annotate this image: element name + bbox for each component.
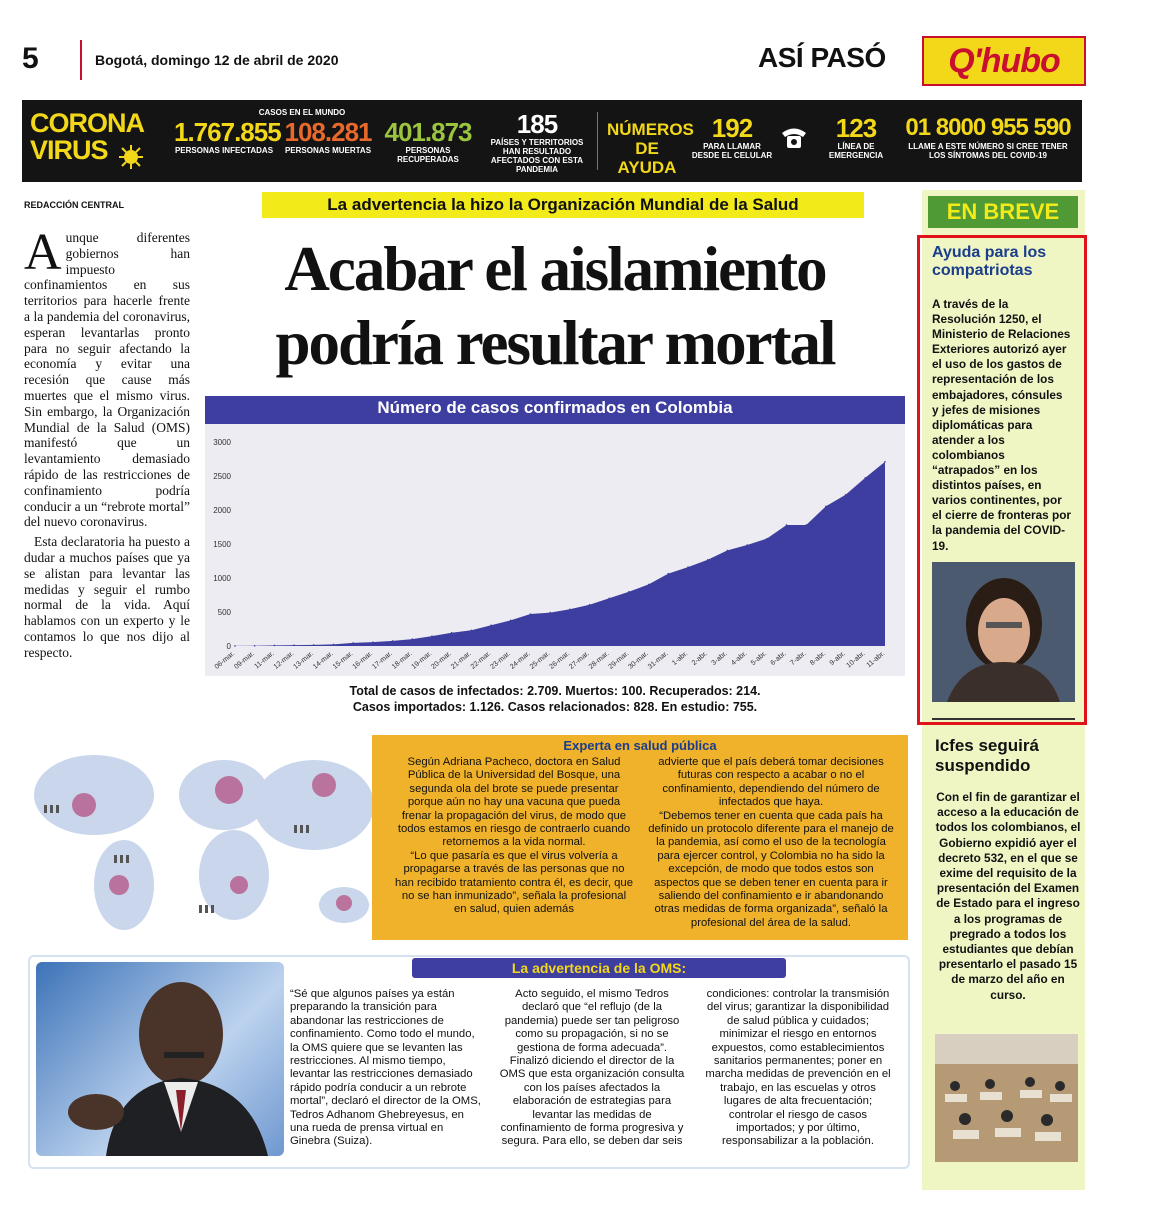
data-point — [333, 644, 335, 646]
brief-2-title: Icfes seguirá suspendido — [935, 736, 1039, 775]
x-tick-label: 11-mar. — [253, 650, 276, 671]
y-tick-label: 3000 — [213, 438, 231, 447]
article-body — [24, 224, 190, 665]
series-area — [235, 462, 885, 646]
data-point — [786, 524, 788, 526]
data-point — [668, 573, 670, 575]
data-point — [451, 632, 453, 634]
world-cases-label: CASOS EN EL MUNDO — [258, 108, 346, 117]
data-point — [372, 641, 374, 643]
data-point — [766, 538, 768, 540]
coronavirus-stats-bar — [22, 100, 1082, 182]
x-tick-label: 31-mar. — [646, 650, 670, 671]
headline: Acabar el aislamiento podría resultar mortal — [275, 234, 835, 378]
y-tick-label: 0 — [226, 642, 231, 651]
data-point — [471, 629, 473, 631]
data-point — [313, 644, 315, 646]
oms-box-title: La advertencia de la OMS: — [511, 960, 687, 976]
brief-1-text: A través de la Resolución 1250, el Ministerio de Relaciones Exteriores autorizó ayer el uso de los gastos de representación de los embajadores, cónsules y jefes de misiones diplomáticas para atender a los colombianos “atrapados” en los distintos países, en varios continentes, por el cierre de fronteras por la pandemia del COVID-19. — [932, 297, 1071, 553]
oms-column-2: Acto seguido, el mismo Tedros declaró que “el reflujo (de la pandemia) puede ser tan peligroso como su propagación, si no se gestiona de forma adecuada”. Finalizó diciendo el director de la OMS que esta organización consulta con los países afectados la elaboración de estrategias para levantar las medidas de confinamiento de forma progresiva y segura. Para ello, se deben dar seis — [499, 988, 685, 1148]
data-point — [234, 645, 236, 647]
help-123: 123 LÍNEA DE EMERGENCIA — [828, 113, 884, 160]
x-tick-label: 28-mar. — [587, 650, 611, 671]
data-point — [825, 506, 827, 508]
data-point — [727, 550, 729, 552]
x-tick-label: 10-abr. — [845, 650, 867, 670]
bar-divider — [597, 112, 598, 170]
section-title: ASÍ PASÓ — [758, 42, 886, 73]
article-paragraph: unque diferentes gobiernos han impuesto confinamientos en sus territorios para hacerle frente a la pandemia del coronavirus, esperan levantarlas pronto para no seguir afectando la economía y evitar una recesión que cause más muertes que el mismo virus. Sin embargo, la Organización Mundial de la Salud (OMS) manifestó que un levantamiento demasiado rápido de las restricciones de confinamiento podría conducir a un “rebrote mortal” del nuevo coronavirus. — [24, 230, 190, 530]
article-paragraph: Esta declaratoria ha puesto a dudar a muchos países que ya se alistan para levantar las medidas y seguir el rumbo normal de la vida. Aquí hablamos con un experto y le contamos lo que nos dijo al respecto. — [24, 534, 190, 660]
expert-column-1: Según Adriana Pacheco, doctora en Salud Pública de la Universidad del Bosque, una segunda ola del brote se puede presentar porque aún no hay una vacuna que pueda frenar la propagación del virus, de modo que todos estamos en riesgo de contraerlo cuando retornemos a la vida normal. “Lo que pasaría es que el virus volvería a propagarse a través de las personas que no han recibido tratamiento contra él, es decir, que no se han inmunizado”, señala la profesional en salud, quien además — [395, 756, 634, 916]
data-point — [845, 494, 847, 496]
coronavirus-title: CORONA VIRUS — [30, 108, 144, 165]
telephone-icon — [779, 122, 809, 152]
stat-countries: 185 PAÍSES Y TERRITORIOS HAN RESULTADO AFECTADOS CON ESTA PANDEMIA — [490, 109, 584, 174]
x-tick-label: 16-mar. — [351, 650, 375, 671]
x-tick-label: 27-mar. — [568, 650, 591, 671]
x-tick-label: 12-mar. — [272, 650, 296, 671]
data-point — [884, 461, 886, 463]
data-point — [549, 612, 551, 614]
en-breve-heading: EN BREVE — [928, 196, 1078, 228]
x-tick-label: 11-abr. — [865, 650, 887, 670]
y-tick-label: 2000 — [213, 506, 231, 515]
brief-2-text: Con el fin de garantizar el acceso a la educación de todos los colombianos, el Gobierno expidió ayer el decreto 532, en el que se exime del requisito de la presentación del Examen de Estado para el ingreso a los programas de pregrado a todos los estudiantes que debían presentarlo el pasado 15 de marzo del año en curso. — [935, 790, 1081, 1002]
help-192: 192 PARA LLAMAR DESDE EL CELULAR — [691, 113, 773, 160]
expert-column-2: advierte que el país deberá tomar decisiones futuras con respecto a acabar o no el confinamiento, dependiendo del número de infectados que haya. “Debemos tener en cuenta que cada país ha definido un protocolo diferente para el manejo de la pandemia, así como el uso de la tecnología para ejercer control, y Colombia no ha sido la excepción, de modo que todos estos son aspectos que se deben tener en cuenta para ir saliendo del confinamiento e ir abandonando otras medidas de forma organizada”, señaló la profesional del área de la salud. — [648, 756, 894, 929]
data-point — [254, 645, 256, 647]
x-tick-label: 3-abr. — [710, 650, 729, 668]
x-tick-label: 5-abr. — [749, 650, 769, 668]
brief-divider — [932, 718, 1075, 720]
x-tick-label: 23-mar. — [489, 650, 513, 671]
x-tick-label: 15-mar. — [331, 650, 355, 671]
x-tick-label: 17-mar. — [371, 650, 394, 671]
data-point — [411, 638, 413, 640]
help-numbers-title: NÚMEROS DE AYUDA — [607, 120, 694, 177]
data-point — [352, 642, 354, 644]
data-point — [746, 544, 748, 546]
data-point — [589, 604, 591, 606]
logo — [922, 36, 1086, 86]
x-tick-label: 21-mar. — [449, 650, 473, 671]
logo-text: Q'hubo — [948, 41, 1060, 80]
x-tick-label: 18-mar. — [390, 650, 414, 671]
y-tick-label: 1000 — [213, 574, 231, 583]
data-point — [530, 613, 532, 615]
x-tick-label: 26-mar. — [548, 650, 572, 671]
expert-box-title: Experta en salud pública — [563, 738, 717, 753]
virus-icon — [118, 144, 144, 170]
cases-area-chart — [205, 424, 905, 676]
x-tick-label: 25-mar. — [528, 650, 552, 671]
data-point — [805, 524, 807, 526]
data-point — [865, 477, 867, 479]
oms-column-1: “Sé que algunos países ya están preparando la transición para abandonar las restricciones de confinamiento. Como todo el mundo, la OMS quiere que se levanten las restricciones. Al mismo tiempo, levantar las restricciones demasiado rápido podría conducir a un rebrote mortal”, declaró el director de la OMS, Tedros Adhanom Ghebreyesus, en una rueda de prensa virtual en Ginebra (Suiza). — [290, 988, 481, 1148]
x-tick-label: 14-mar. — [312, 650, 335, 671]
data-point — [648, 584, 650, 586]
x-tick-label: 7-abr. — [789, 650, 808, 668]
x-tick-label: 06-mar. — [213, 650, 237, 671]
data-point — [510, 619, 512, 621]
stat-recovered: 401.873 PERSONAS RECUPERADAS — [384, 117, 472, 164]
x-tick-label: 24-mar. — [509, 650, 532, 671]
y-tick-label: 500 — [217, 608, 231, 617]
y-tick-label: 1500 — [213, 540, 231, 549]
data-point — [392, 640, 394, 642]
x-tick-label: 22-mar. — [469, 650, 493, 671]
chart-footer: Total de casos de infectados: 2.709. Muertos: 100. Recuperados: 214. Casos importados: 1.126. Casos relacionados: 828. En estudio: 755. — [349, 684, 761, 714]
x-tick-label: 30-mar. — [627, 650, 650, 671]
y-tick-label: 2500 — [213, 472, 231, 481]
tedros-photo — [36, 962, 284, 1156]
portrait-illustration — [36, 962, 284, 1156]
data-point — [687, 566, 689, 568]
x-tick-label: 4-abr. — [730, 650, 749, 668]
x-tick-label: 13-mar. — [292, 650, 316, 671]
data-point — [608, 597, 610, 599]
portrait-illustration — [932, 562, 1075, 702]
drop-cap: A — [24, 224, 62, 281]
stat-deaths: 108.281 PERSONAS MUERTAS — [284, 117, 372, 155]
classroom-illustration — [935, 1034, 1078, 1162]
world-map-illustration — [24, 735, 384, 945]
x-tick-label: 19-mar. — [410, 650, 434, 671]
data-point — [628, 591, 630, 593]
data-point — [569, 609, 571, 611]
data-point — [431, 635, 433, 637]
x-tick-label: 29-mar. — [607, 650, 631, 671]
help-01800: 01 8000 955 590 LLAME A ESTE NÚMERO SI CREE TENER LOS SÍNTOMAS DEL COVID-19 — [905, 114, 1071, 160]
x-tick-label: 2-abr. — [690, 650, 710, 668]
oms-column-3: condiciones: controlar la transmisión del virus; garantizar la disponibilidad de salud pública y cuidados; minimizar el riesgo en entornos expuestos, como establecimientos sanitarios permanentes; poner en marcha medidas de prevención en el trabajo, en las escuelas y otros lugares de alta frecuentación; controlar el riesgo de casos importados; y por último, responsabilizar a la población. — [705, 988, 891, 1148]
header-divider — [80, 40, 82, 80]
data-point — [707, 559, 709, 561]
chart-title: Número de casos confirmados en Colombia — [377, 398, 733, 417]
x-tick-label: 09-mar. — [233, 650, 256, 671]
exam-room-photo — [935, 1034, 1078, 1162]
kicker: La advertencia la hizo la Organización Mundial de la Salud — [262, 192, 864, 218]
data-point — [490, 624, 492, 626]
page-number: 5 — [22, 42, 39, 75]
data-point — [293, 644, 295, 646]
minister-photo — [932, 562, 1075, 702]
dateline: Bogotá, domingo 12 de abril de 2020 — [95, 52, 339, 68]
stat-infected: 1.767.855 PERSONAS INFECTADAS — [174, 117, 281, 155]
data-point — [274, 645, 276, 647]
x-tick-label: 9-abr. — [828, 650, 847, 668]
x-tick-label: 20-mar. — [430, 650, 453, 671]
brief-1-title: Ayuda para los compatriotas — [932, 244, 1047, 279]
x-tick-label: 8-abr. — [808, 650, 828, 668]
byline: REDACCIÓN CENTRAL — [24, 200, 124, 210]
x-tick-label: 6-abr. — [769, 650, 788, 668]
x-tick-label: 1-abr. — [671, 650, 690, 668]
